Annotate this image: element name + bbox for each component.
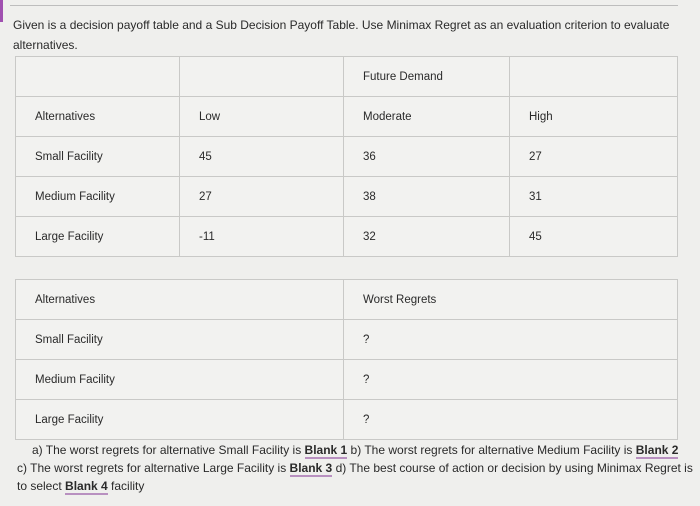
cell: Medium Facility [16,360,344,400]
cell: 31 [510,177,678,217]
table-row [16,177,678,217]
cell: -11 [180,217,344,257]
accent-bar [0,0,3,22]
header-cell: Alternatives [16,280,344,320]
cell: 45 [510,217,678,257]
cell: ? [344,320,678,360]
header-cell: Low [180,97,344,137]
cell: 27 [180,177,344,217]
table-row [16,217,678,257]
cell: 38 [344,177,510,217]
blank-2[interactable]: Blank 2 [635,443,679,457]
cell: 36 [344,137,510,177]
header-cell: Moderate [344,97,510,137]
blank-4[interactable]: Blank 4 [65,479,108,493]
blank-1[interactable]: Blank 1 [304,443,348,457]
cell: Large Facility [16,400,344,440]
cell: ? [344,400,678,440]
header-cell: Alternatives [16,97,180,137]
blank-3[interactable]: Blank 3 [289,461,333,475]
question-intro: Given is a decision payoff table and a Sub Decision Payoff Table. Use Minimax Regret as an evaluation criterion to evaluate alternatives. [13,18,670,52]
table-row [16,57,678,97]
regret-table [15,279,678,440]
cell: Medium Facility [16,177,180,217]
cell: Small Facility [16,320,344,360]
header-cell: Worst Regrets [344,280,678,320]
cell: Small Facility [16,137,180,177]
header-cell: High [510,97,678,137]
payoff-table [15,56,678,257]
cell: ? [344,360,678,400]
table-row [16,320,678,360]
table-row [16,360,678,400]
table-row [16,137,678,177]
cell: 45 [180,137,344,177]
cell: 32 [344,217,510,257]
cell: Large Facility [16,217,180,257]
question-text: a) The worst regrets for alternative Small Facility is Blank 1 b) The worst regrets for alternative Medium Facility is Blank 2 c) The worst regrets for alternative Large Facility is Blank 3 d) The best course of action or decision by using Minimax Regret is to select Blank 4 facility [17,443,693,493]
table-row [16,400,678,440]
group-header: Future Demand [344,57,510,97]
cell: 27 [510,137,678,177]
divider [10,5,678,6]
table-header-row [16,97,678,137]
table-header-row [16,280,678,320]
